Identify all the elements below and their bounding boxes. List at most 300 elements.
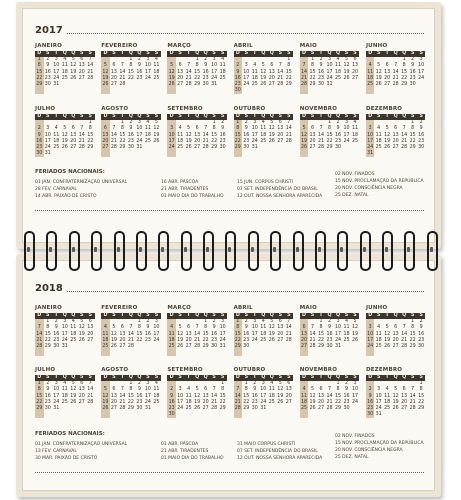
day-cell: 29 [309, 81, 316, 87]
day-cell: 12 [260, 69, 267, 75]
day-cell: 6 [385, 63, 389, 69]
day-cell: 5 [394, 387, 398, 393]
day-cell: 22 [418, 399, 425, 405]
day-cell: 24 [334, 337, 342, 343]
day-cell: 5 [71, 57, 75, 63]
day-cell: 31 [44, 151, 51, 157]
empty-cell [35, 350, 44, 356]
day-cell: 17 [243, 75, 250, 81]
day-cell: 13 [351, 63, 359, 69]
month-name: ABRIL [233, 305, 253, 311]
weekday-header: S [242, 114, 251, 120]
day-cell: 3 [366, 325, 375, 331]
empty-cell [300, 151, 309, 157]
day-cell: 21 [202, 138, 209, 144]
day-cell: 6 [278, 319, 282, 325]
day-cell: 26 [392, 405, 399, 411]
day-cell: 17 [367, 138, 374, 144]
day-cell: 5 [300, 126, 309, 132]
weekday-header: Q [201, 51, 210, 57]
weekday-header: Q [391, 375, 400, 381]
month-grid [366, 51, 426, 94]
day-cell: 3 [253, 120, 257, 126]
weekday-header: Q [268, 313, 277, 319]
weekday-header: S [86, 51, 95, 57]
day-cell: 11 [177, 132, 184, 138]
day-cell: 20 [277, 132, 284, 138]
day-cell: 28 [285, 138, 292, 144]
day-cell: 13 [78, 63, 85, 69]
day-cell: 10 [418, 63, 425, 69]
weekday-header: S [218, 51, 227, 57]
day-cell: 19 [260, 75, 267, 81]
day-cell: 1 [137, 319, 141, 325]
weekday-header: Q [334, 313, 343, 319]
day-cell: 28 [285, 337, 292, 343]
month-grid [300, 51, 360, 94]
month-setembro [167, 367, 227, 418]
day-cell: 27 [401, 405, 408, 411]
month-grid [300, 313, 360, 356]
weekday-header: D [234, 114, 243, 120]
spiral-coil [89, 231, 103, 269]
day-cell: 1 [46, 319, 50, 325]
month-outubro [234, 367, 294, 418]
day-cell: 13 [110, 69, 117, 75]
weekday-header: S [86, 114, 95, 120]
day-cell: 4 [344, 319, 349, 325]
day-cell: 14 [211, 393, 218, 399]
day-cell: 25 [375, 343, 382, 349]
day-cell: 10 [351, 387, 359, 393]
day-cell: 4 [54, 126, 58, 132]
weekday-header: S [342, 114, 351, 120]
day-cell: 24 [144, 399, 151, 405]
empty-cell [61, 151, 70, 157]
empty-cell [135, 88, 144, 94]
day-cell: 8 [221, 387, 225, 393]
day-cell: 24 [418, 75, 425, 81]
spiral-coil [201, 231, 215, 269]
empty-cell [242, 151, 251, 157]
day-cell: 18 [219, 69, 226, 75]
day-cell: 2 [244, 319, 248, 325]
day-cell: 11 [260, 325, 267, 331]
month-name: FEVEREIRO [101, 43, 138, 49]
day-cell: 16 [409, 69, 416, 75]
day-cell: 27 [285, 399, 292, 405]
day-cell: 4 [377, 126, 381, 132]
empty-cell [259, 88, 268, 94]
empty-cell [201, 151, 210, 157]
day-cell: 5 [270, 319, 274, 325]
month-novembro [300, 367, 360, 418]
day-cell: 23 [168, 405, 175, 411]
day-cell: 25 [260, 337, 267, 343]
empty-cell [417, 88, 426, 94]
day-cell: 31 [334, 343, 342, 349]
day-cell: 19 [300, 138, 308, 144]
day-cell: 8 [419, 387, 423, 393]
weekday-header: S [408, 375, 417, 381]
month-row-2 [35, 106, 426, 157]
day-cell: 8 [411, 325, 415, 331]
day-cell: 3 [54, 381, 58, 387]
weekday-header: Q [193, 51, 202, 57]
day-cell: 2 [212, 319, 216, 325]
month-outubro [234, 106, 294, 157]
day-cell: 6 [270, 63, 274, 69]
weekday-header: S [218, 114, 227, 120]
day-cell: 12 [102, 393, 109, 399]
empty-cell [193, 88, 202, 94]
day-cell: 26 [177, 343, 184, 349]
day-cell: 12 [78, 325, 85, 331]
day-cell: 1 [234, 319, 243, 325]
empty-cell [176, 88, 185, 94]
day-cell: 14 [285, 325, 292, 331]
weekday-header: S [374, 51, 383, 57]
empty-cell [342, 412, 351, 418]
day-cell: 6 [80, 381, 84, 387]
day-cell: 1 [287, 57, 291, 63]
day-cell: 9 [204, 63, 208, 69]
weekday-header: S [285, 313, 294, 319]
month-grid [234, 51, 294, 94]
day-cell: 4 [300, 387, 309, 393]
weekday-header: Q [69, 375, 78, 381]
day-cell: 27 [70, 144, 77, 150]
day-cell: 25 [153, 399, 160, 405]
day-cell: 3 [212, 57, 216, 63]
day-cell: 3 [244, 63, 248, 69]
day-cell: 22 [87, 138, 94, 144]
day-cell: 13 [102, 132, 109, 138]
day-cell: 11 [153, 387, 160, 393]
empty-cell [276, 88, 285, 94]
empty-cell [184, 88, 193, 94]
day-cell: 22 [127, 75, 134, 81]
day-cell: 7 [80, 126, 84, 132]
day-cell: 14 [119, 393, 126, 399]
day-cell: 1 [129, 381, 133, 387]
day-cell: 18 [144, 132, 151, 138]
empty-cell [391, 151, 400, 157]
day-cell: 25 [168, 343, 175, 349]
day-cell: 2 [366, 387, 375, 393]
day-cell: 21 [285, 132, 292, 138]
month-grid [300, 375, 360, 418]
weekday-header: S [44, 313, 53, 319]
weekday-header: D [101, 313, 110, 319]
spiral-coil [425, 231, 439, 269]
day-cell: 19 [194, 399, 201, 405]
day-cell: 11 [251, 69, 258, 75]
day-cell: 10 [367, 132, 374, 138]
day-cell: 24 [53, 399, 60, 405]
weekday-header: Q [334, 51, 343, 57]
empty-cell [152, 412, 161, 418]
weekday-header: S [110, 51, 119, 57]
year-rule [35, 33, 424, 34]
day-cell: 29 [219, 405, 226, 411]
month-name: MAIO [299, 43, 318, 49]
weekday-header: Q [334, 375, 343, 381]
day-cell: 4 [71, 319, 75, 325]
day-cell: 15 [119, 132, 126, 138]
day-cell: 27 [277, 337, 284, 343]
day-cell: 20 [110, 75, 117, 81]
empty-cell [152, 88, 161, 94]
day-cell: 13 [285, 387, 292, 393]
holiday-item: 20 NOV. CONSCIÊNCIA NEGRA [335, 186, 403, 191]
month-name: JULHO [35, 367, 56, 373]
day-cell: 11 [343, 325, 350, 331]
day-cell: 16 [326, 331, 333, 337]
day-cell: 7 [327, 387, 332, 393]
day-cell: 1 [195, 57, 199, 63]
empty-cell [400, 88, 409, 94]
day-cell: 15 [127, 69, 134, 75]
day-cell: 29 [234, 144, 241, 150]
day-cell: 19 [177, 337, 184, 343]
day-cell: 8 [88, 126, 92, 132]
day-cell: 10 [334, 325, 342, 331]
day-cell: 6 [80, 57, 84, 63]
day-cell: 27 [317, 405, 325, 411]
day-cell: 3 [327, 57, 332, 63]
weekday-header: Q [127, 51, 136, 57]
empty-cell [285, 88, 294, 94]
day-cell: 10 [243, 69, 250, 75]
holiday-item: 12 OUT. NOSSA SENHORA APARECIDA [237, 456, 323, 461]
day-cell: 9 [137, 63, 141, 69]
day-cell: 22 [219, 399, 226, 405]
day-cell: 18 [384, 399, 391, 405]
empty-cell [325, 350, 334, 356]
day-cell: 17 [251, 331, 258, 337]
empty-cell [101, 350, 110, 356]
day-cell: 25 [177, 144, 184, 150]
day-cell: 31 [211, 81, 218, 87]
day-cell: 25 [343, 337, 350, 343]
day-cell: 7 [212, 387, 216, 393]
weekday-header: S [210, 375, 219, 381]
day-cell: 31 [367, 151, 374, 157]
day-cell: 21 [401, 138, 408, 144]
holiday-item: 13 FEV. CARNAVAL [35, 449, 77, 454]
day-cell: 8 [310, 63, 315, 69]
month-grid [35, 51, 95, 94]
day-cell: 18 [61, 393, 68, 399]
day-cell: 8 [46, 325, 50, 331]
day-cell: 19 [351, 331, 359, 337]
day-cell: 24 [343, 138, 350, 144]
day-cell: 1 [336, 381, 340, 387]
month-grid [35, 114, 95, 157]
day-cell: 7 [287, 319, 291, 325]
spiral-coil [313, 231, 327, 269]
month-name: OUTUBRO [233, 106, 266, 112]
day-cell: 31 [219, 343, 226, 349]
day-cell: 30 [343, 405, 350, 411]
day-cell: 13 [277, 325, 284, 331]
month-grid [101, 375, 161, 418]
month-name: ABRIL [233, 43, 253, 49]
month-name: FEVEREIRO [101, 305, 138, 311]
empty-cell [351, 88, 360, 94]
month-grid [167, 375, 227, 418]
weekday-header: D [167, 114, 176, 120]
weekday-header: T [317, 51, 326, 57]
day-cell: 18 [351, 132, 359, 138]
day-cell: 1 [411, 120, 415, 126]
day-cell: 23 [243, 138, 250, 144]
day-cell: 28 [127, 343, 134, 349]
empty-cell [308, 151, 317, 157]
empty-cell [86, 350, 95, 356]
day-cell: 8 [195, 63, 199, 69]
day-cell: 2 [46, 381, 50, 387]
weekday-header: D [366, 51, 375, 57]
day-cell: 4 [270, 381, 274, 387]
day-cell: 30 [44, 81, 51, 87]
weekday-header: S [86, 375, 95, 381]
day-cell: 26 [102, 81, 109, 87]
empty-cell [218, 151, 227, 157]
weekday-header: T [251, 313, 260, 319]
day-cell: 6 [402, 387, 406, 393]
weekday-header: S [218, 375, 227, 381]
month-row-1 [35, 305, 426, 356]
day-cell: 30 [36, 151, 43, 157]
day-cell: 26 [268, 337, 275, 343]
day-cell: 25 [367, 81, 374, 87]
day-cell: 6 [204, 387, 208, 393]
day-cell: 10 [153, 325, 160, 331]
day-cell: 27 [110, 81, 117, 87]
day-cell: 10 [343, 126, 350, 132]
day-cell: 13 [78, 387, 85, 393]
day-cell: 25 [351, 138, 359, 144]
day-cell: 5 [270, 120, 274, 126]
day-cell: 30 [44, 405, 51, 411]
weekday-header: Q [325, 51, 334, 57]
day-cell: 17 [334, 331, 342, 337]
weekday-header: T [118, 313, 127, 319]
empty-cell [78, 350, 87, 356]
day-cell: 23 [144, 337, 151, 343]
empty-cell [276, 350, 285, 356]
empty-cell [201, 88, 210, 94]
day-cell: 28 [119, 81, 126, 87]
day-cell: 6 [101, 126, 110, 132]
day-cell: 30 [243, 144, 250, 150]
empty-cell [351, 151, 360, 157]
day-cell: 23 [251, 399, 258, 405]
day-cell: 26 [110, 343, 117, 349]
empty-cell [210, 151, 219, 157]
day-cell: 23 [326, 337, 333, 343]
day-cell: 22 [127, 399, 134, 405]
spiral-coil [402, 231, 416, 269]
day-cell: 24 [375, 405, 382, 411]
day-cell: 15 [127, 393, 134, 399]
day-cell: 2 [204, 57, 208, 63]
empty-cell [276, 412, 285, 418]
weekday-header: S [242, 375, 251, 381]
day-cell: 29 [409, 144, 416, 150]
day-cell: 22 [36, 399, 43, 405]
day-cell: 15 [409, 331, 416, 337]
weekday-header: Q [127, 114, 136, 120]
weekday-header: T [251, 375, 260, 381]
weekday-header: S [176, 313, 185, 319]
calendar-board-2018 [16, 254, 441, 497]
day-cell: 22 [119, 138, 126, 144]
holiday-item: 01 MAIO DIA DO TRABALHO [161, 456, 224, 461]
day-cell: 29 [317, 343, 325, 349]
day-cell: 12 [194, 393, 201, 399]
weekday-header: S [276, 114, 285, 120]
empty-cell [391, 350, 400, 356]
empty-cell [110, 151, 119, 157]
day-cell: 30 [251, 405, 258, 411]
empty-cell [342, 151, 351, 157]
holiday-item: 21 ABR. TIRADENTES [161, 449, 209, 454]
holiday-item: 31 MAIO CORPUS CHRISTI [237, 442, 296, 447]
day-cell: 21 [326, 399, 333, 405]
empty-cell [78, 151, 87, 157]
day-cell: 15 [36, 69, 43, 75]
day-cell: 22 [409, 138, 416, 144]
weekday-header: Q [259, 313, 268, 319]
weekday-header: D [234, 375, 243, 381]
day-cell: 9 [253, 387, 257, 393]
month-name: MARÇO [167, 43, 192, 49]
day-cell: 16 [136, 69, 143, 75]
weekday-header: S [417, 375, 426, 381]
month-name: NOVEMBRO [299, 106, 338, 112]
empty-cell [127, 88, 136, 94]
day-cell: 6 [178, 63, 182, 69]
day-cell: 8 [137, 325, 141, 331]
day-cell: 15 [317, 331, 325, 337]
weekday-header: S [78, 375, 87, 381]
day-cell: 4 [63, 57, 67, 63]
day-cell: 23 [234, 81, 241, 87]
day-cell: 6 [319, 387, 323, 393]
day-cell: 20 [70, 138, 77, 144]
day-cell: 17 [219, 331, 226, 337]
day-cell: 15 [234, 331, 241, 337]
day-cell: 14 [202, 132, 209, 138]
empty-cell [300, 412, 309, 418]
day-cell: 15 [409, 132, 416, 138]
weekday-header: S [351, 313, 360, 319]
day-cell: 19 [309, 399, 316, 405]
day-cell: 20 [87, 331, 94, 337]
day-cell: 8 [35, 387, 44, 393]
day-cell: 22 [285, 75, 292, 81]
day-cell: 21 [119, 399, 126, 405]
empty-cell [193, 412, 202, 418]
day-cell: 26 [384, 343, 391, 349]
day-cell: 18 [367, 75, 374, 81]
day-cell: 17 [153, 331, 160, 337]
month-agosto [101, 106, 161, 157]
day-cell: 5 [310, 387, 315, 393]
